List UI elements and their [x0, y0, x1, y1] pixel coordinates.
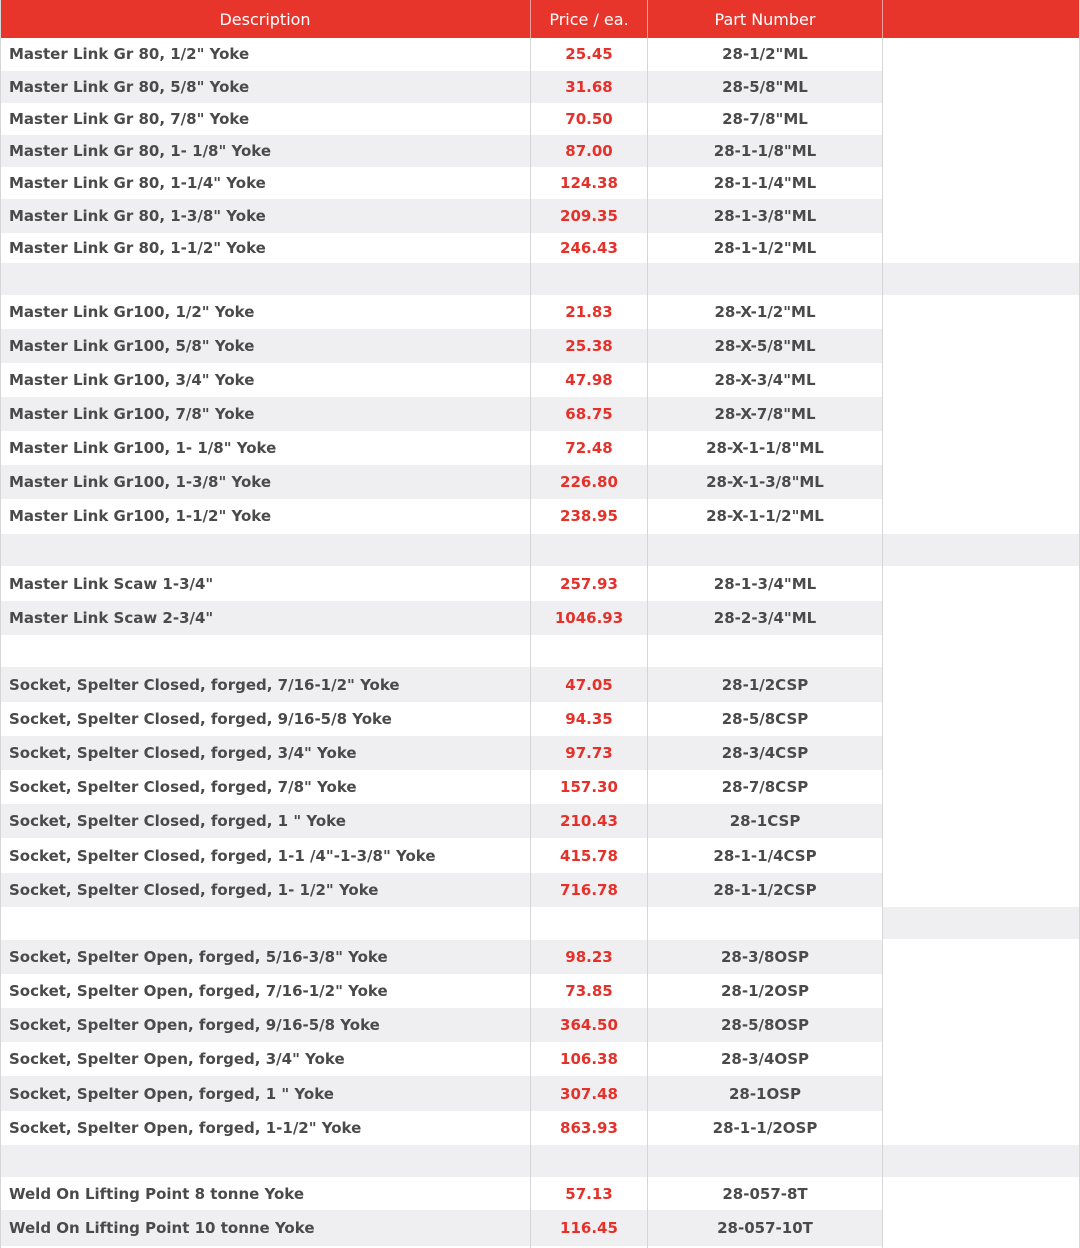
table-row	[0, 38, 1080, 70]
cell-description: Weld On Lifting Point 8 tonne Yoke	[9, 1184, 305, 1203]
table-row	[0, 499, 1080, 533]
cell-extra	[883, 736, 1079, 770]
cell-price: 25.38	[531, 329, 647, 363]
spacer-row	[0, 1145, 1080, 1177]
cell-price: 98.23	[531, 940, 647, 974]
cell-extra	[883, 363, 1079, 397]
cell-part-number	[648, 635, 882, 667]
table-row	[0, 770, 1080, 804]
cell-part-number: 28-3/4CSP	[648, 736, 882, 770]
cell-part-number: 28-X-1-3/8"ML	[648, 465, 882, 499]
table-row	[0, 1177, 1080, 1210]
cell-extra	[883, 1008, 1079, 1042]
cell-price: 209.35	[531, 199, 647, 233]
cell-price: 57.13	[565, 1184, 613, 1203]
cell-part-number	[648, 1145, 882, 1177]
cell-extra	[883, 167, 1079, 199]
cell-extra	[883, 838, 1079, 873]
cell-description: Socket, Spelter Closed, forged, 9/16-5/8 Yoke	[9, 710, 392, 728]
cell-part-number: 28-5/8"ML	[648, 71, 882, 103]
cell-extra	[883, 397, 1079, 431]
table-row	[0, 1008, 1080, 1042]
cell-description: Master Link Gr100, 5/8" Yoke	[0, 329, 530, 363]
cell-part-number: 28-1-3/8"ML	[648, 199, 882, 233]
table-row	[0, 567, 1080, 601]
cell-part-number: 28-1/2CSP	[648, 667, 882, 702]
cell-extra	[883, 770, 1079, 804]
cell-price: 94.35	[565, 710, 613, 728]
table-header	[0, 0, 1080, 38]
cell-description	[0, 635, 530, 667]
cell-description: Weld On Lifting Point 10 tonne Yoke	[0, 1210, 530, 1246]
cell-description: Master Link Gr 80, 5/8" Yoke	[0, 71, 530, 103]
cell-price: 863.93	[560, 1119, 618, 1137]
cell-price: 47.98	[565, 371, 613, 389]
header-description: Description	[0, 0, 530, 38]
cell-price: 116.45	[531, 1210, 647, 1246]
cell-extra	[883, 907, 1079, 939]
cell-price: 68.75	[531, 397, 647, 431]
cell-extra	[883, 534, 1079, 566]
cell-extra	[883, 431, 1079, 465]
cell-part-number: 28-X-1/2"ML	[714, 303, 816, 321]
cell-description: Master Link Gr100, 1-3/8" Yoke	[0, 465, 530, 499]
table-row	[0, 397, 1080, 431]
cell-price: 257.93	[560, 575, 618, 593]
cell-part-number: 28-5/8OSP	[648, 1008, 882, 1042]
table-row	[0, 295, 1080, 329]
cell-price	[531, 907, 647, 939]
table-row	[0, 873, 1080, 907]
cell-extra	[883, 135, 1079, 167]
cell-description	[0, 263, 530, 295]
table-row	[0, 135, 1080, 167]
cell-part-number	[648, 534, 882, 566]
spacer-row	[0, 907, 1080, 939]
cell-extra	[883, 635, 1079, 667]
cell-description: Socket, Spelter Open, forged, 1-1/2" Yoke	[9, 1119, 362, 1137]
spacer-row	[0, 635, 1080, 667]
cell-part-number: 28-5/8CSP	[721, 710, 809, 728]
cell-price	[531, 263, 647, 295]
table-row	[0, 1111, 1080, 1145]
cell-part-number: 28-X-7/8"ML	[648, 397, 882, 431]
cell-description: Master Link Gr 80, 1-3/8" Yoke	[0, 199, 530, 233]
spacer-row	[0, 534, 1080, 566]
cell-price: 226.80	[531, 465, 647, 499]
header-price: Price / ea.	[531, 0, 647, 38]
cell-part-number: 28-1/2OSP	[720, 982, 809, 1000]
table-row	[0, 1076, 1080, 1111]
table-row	[0, 601, 1080, 635]
header-divider	[882, 0, 883, 38]
cell-description	[0, 907, 530, 939]
cell-extra	[883, 804, 1079, 838]
column-divider	[647, 38, 648, 1248]
cell-price: 246.43	[560, 239, 618, 257]
cell-description: Socket, Spelter Closed, forged, 1-1 /4"-1-3/8" Yoke	[9, 846, 436, 865]
table-row	[0, 974, 1080, 1008]
table-row	[0, 1210, 1080, 1246]
cell-part-number: 28-2-3/4"ML	[648, 601, 882, 635]
cell-price: 47.05	[531, 667, 647, 702]
header-divider	[530, 0, 531, 38]
cell-description: Master Link Gr 80, 7/8" Yoke	[9, 110, 250, 128]
cell-description: Master Link Gr 80, 1- 1/8" Yoke	[0, 135, 530, 167]
table-row	[0, 103, 1080, 135]
cell-description	[0, 1145, 530, 1177]
cell-price	[531, 1145, 647, 1177]
cell-extra	[883, 873, 1079, 907]
header-part-number: Part Number	[648, 0, 882, 38]
cell-part-number: 28-1-1/4"ML	[713, 174, 817, 192]
cell-description: Socket, Spelter Closed, forged, 1- 1/2" Yoke	[0, 873, 530, 907]
table-row	[0, 233, 1080, 263]
cell-description: Socket, Spelter Open, forged, 1 " Yoke	[0, 1076, 530, 1111]
table-edge	[0, 0, 1, 1248]
cell-part-number: 28-X-1-1/2"ML	[706, 507, 824, 525]
cell-price: 31.68	[531, 71, 647, 103]
cell-part-number: 28-3/4OSP	[720, 1050, 809, 1068]
table-row	[0, 363, 1080, 397]
cell-description: Socket, Spelter Open, forged, 9/16-5/8 Yoke	[0, 1008, 530, 1042]
cell-price: 87.00	[531, 135, 647, 167]
cell-extra	[883, 940, 1079, 974]
cell-extra	[883, 103, 1079, 135]
cell-description: Master Link Scaw 2-3/4"	[0, 601, 530, 635]
cell-price: 21.83	[565, 303, 613, 321]
table-row	[0, 431, 1080, 465]
cell-part-number	[648, 263, 882, 295]
cell-description: Socket, Spelter Closed, forged, 3/4" Yoke	[0, 736, 530, 770]
cell-part-number: 28-7/8"ML	[722, 110, 808, 128]
cell-price: 70.50	[565, 110, 613, 128]
cell-price: 238.95	[560, 507, 618, 525]
cell-price: 364.50	[531, 1008, 647, 1042]
cell-part-number: 28-1-1/2CSP	[648, 873, 882, 907]
column-divider	[882, 38, 883, 1248]
table-row	[0, 804, 1080, 838]
cell-description: Master Link Gr100, 1-1/2" Yoke	[9, 507, 272, 525]
cell-description: Socket, Spelter Open, forged, 5/16-3/8" Yoke	[0, 940, 530, 974]
table-row	[0, 329, 1080, 363]
cell-extra	[883, 1210, 1079, 1246]
cell-price: 124.38	[560, 174, 618, 192]
table-row	[0, 1042, 1080, 1076]
cell-part-number: 28-1-3/4"ML	[713, 575, 817, 593]
cell-extra	[883, 465, 1079, 499]
cell-extra	[883, 667, 1079, 702]
cell-price: 106.38	[560, 1050, 618, 1068]
cell-description: Master Link Gr100, 1- 1/8" Yoke	[9, 439, 277, 457]
cell-extra	[883, 263, 1079, 295]
cell-part-number: 28-1CSP	[648, 804, 882, 838]
column-divider	[530, 38, 531, 1248]
cell-part-number: 28-1/2"ML	[722, 45, 808, 63]
cell-description: Master Link Gr100, 1/2" Yoke	[9, 303, 255, 321]
cell-price	[531, 534, 647, 566]
cell-part-number: 28-X-1-1/8"ML	[706, 439, 824, 457]
table-row	[0, 702, 1080, 736]
cell-extra	[883, 199, 1079, 233]
table-row	[0, 199, 1080, 233]
cell-price: 210.43	[531, 804, 647, 838]
cell-description: Master Link Gr100, 7/8" Yoke	[0, 397, 530, 431]
cell-extra	[883, 1076, 1079, 1111]
header-divider	[647, 0, 648, 38]
cell-extra	[883, 38, 1079, 70]
cell-description: Socket, Spelter Closed, forged, 7/16-1/2" Yoke	[0, 667, 530, 702]
cell-extra	[883, 567, 1079, 601]
cell-extra	[883, 974, 1079, 1008]
cell-extra	[883, 601, 1079, 635]
cell-part-number: 28-057-8T	[722, 1184, 808, 1203]
cell-part-number: 28-7/8CSP	[721, 778, 809, 796]
cell-extra	[883, 233, 1079, 263]
cell-price: 307.48	[531, 1076, 647, 1111]
spacer-row	[0, 263, 1080, 295]
cell-description: Socket, Spelter Closed, forged, 1 " Yoke	[0, 804, 530, 838]
cell-description: Socket, Spelter Open, forged, 3/4" Yoke	[9, 1050, 345, 1068]
cell-price: 73.85	[565, 982, 613, 1000]
cell-extra	[883, 499, 1079, 533]
cell-price: 25.45	[565, 45, 613, 63]
header-extra	[883, 0, 1079, 38]
cell-extra	[883, 295, 1079, 329]
cell-extra	[883, 329, 1079, 363]
cell-price: 415.78	[560, 846, 618, 865]
cell-description: Master Link Gr 80, 1-1/2" Yoke	[9, 239, 266, 257]
cell-price: 72.48	[565, 439, 613, 457]
cell-part-number: 28-3/8OSP	[648, 940, 882, 974]
cell-part-number: 28-1-1/8"ML	[648, 135, 882, 167]
cell-part-number: 28-057-10T	[648, 1210, 882, 1246]
cell-description: Master Link Gr 80, 1-1/4" Yoke	[9, 174, 266, 192]
cell-extra	[883, 1042, 1079, 1076]
cell-description: Socket, Spelter Closed, forged, 7/8" Yoke	[9, 778, 357, 796]
cell-part-number: 28-1-1/4CSP	[713, 846, 817, 865]
cell-extra	[883, 71, 1079, 103]
cell-extra	[883, 1111, 1079, 1145]
table-row	[0, 71, 1080, 103]
cell-part-number: 28-1-1/2OSP	[712, 1119, 818, 1137]
cell-price	[531, 635, 647, 667]
cell-description: Master Link Gr 80, 1/2" Yoke	[9, 45, 250, 63]
cell-part-number: 28-1OSP	[648, 1076, 882, 1111]
table-row	[0, 940, 1080, 974]
cell-part-number: 28-X-5/8"ML	[648, 329, 882, 363]
cell-part-number	[648, 907, 882, 939]
cell-extra	[883, 1177, 1079, 1210]
cell-extra	[883, 1145, 1079, 1177]
cell-description: Master Link Scaw 1-3/4"	[9, 575, 214, 593]
cell-description: Socket, Spelter Open, forged, 7/16-1/2" Yoke	[9, 982, 388, 1000]
cell-price: 716.78	[531, 873, 647, 907]
cell-part-number: 28-1-1/2"ML	[713, 239, 817, 257]
table-row	[0, 736, 1080, 770]
cell-price: 157.30	[560, 778, 618, 796]
table-row	[0, 667, 1080, 702]
cell-description	[0, 534, 530, 566]
cell-extra	[883, 702, 1079, 736]
table-row	[0, 167, 1080, 199]
cell-part-number: 28-X-3/4"ML	[714, 371, 816, 389]
cell-price: 1046.93	[531, 601, 647, 635]
table-row	[0, 465, 1080, 499]
table-row	[0, 838, 1080, 873]
cell-price: 97.73	[531, 736, 647, 770]
cell-description: Master Link Gr100, 3/4" Yoke	[9, 371, 255, 389]
